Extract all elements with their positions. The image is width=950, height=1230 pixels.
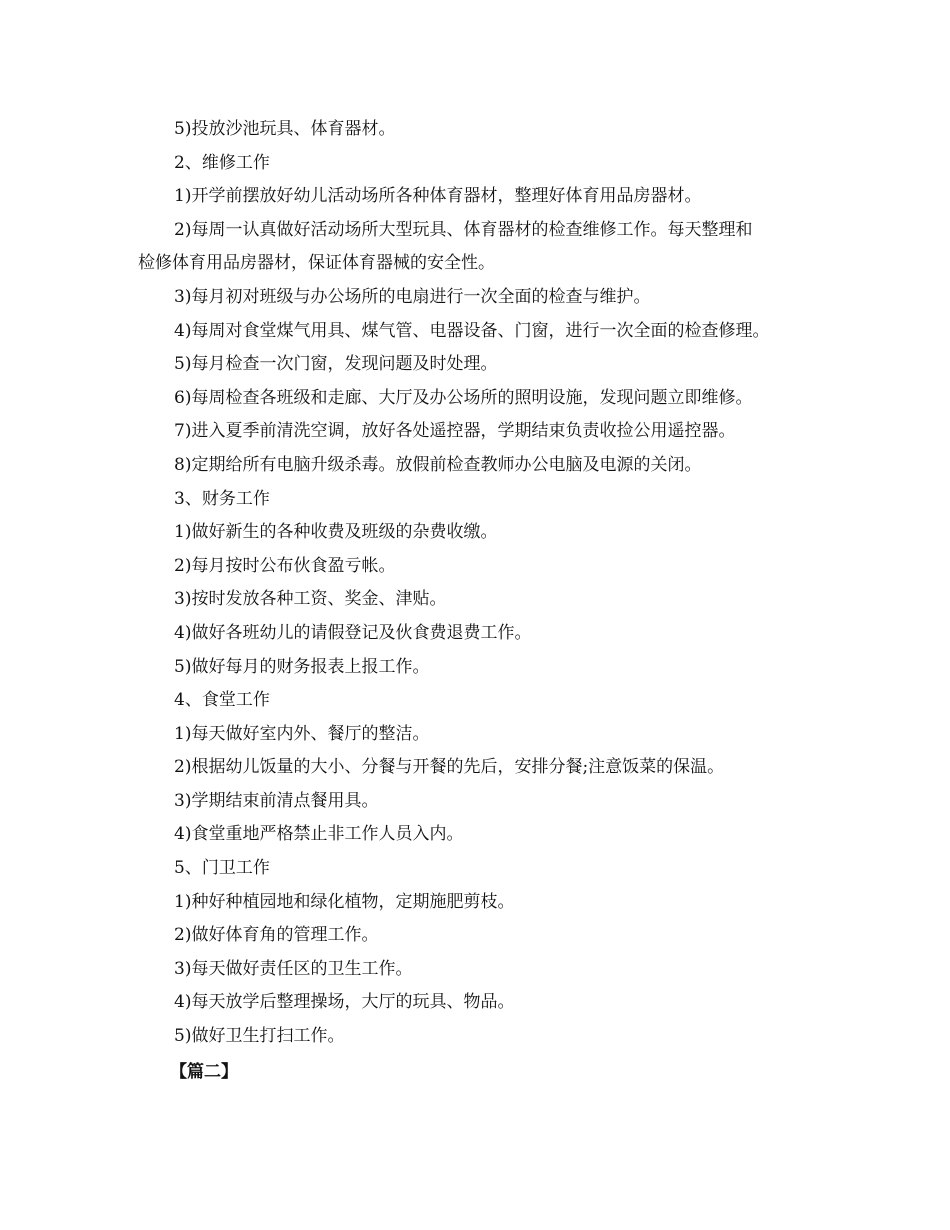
section-heading-maintenance: 2、维修工作	[174, 152, 270, 173]
paragraph-line: 1)做好新生的各种收费及班级的杂费收缴。	[174, 522, 498, 543]
paragraph-line: 1)开学前摆放好幼儿活动场所各种体育器材，整理好体育用品房器材。	[174, 186, 702, 207]
paragraph-line: 5)每月检查一次门窗，发现问题及时处理。	[174, 354, 498, 375]
paragraph-line: 1)种好种植园地和绿化植物，定期施肥剪枝。	[174, 891, 515, 912]
paragraph-line: 5)投放沙池玩具、体育器材。	[174, 119, 396, 139]
paragraph-line: 3)按时发放各种工资、奖金、津贴。	[174, 589, 447, 610]
paragraph-line: 2)做好体育角的管理工作。	[174, 925, 379, 946]
paragraph-line: 4)每周对食堂煤气用具、煤气管、电器设备、门窗，进行一次全面的检查修理。	[174, 320, 770, 341]
paragraph-line: 2)每周一认真做好活动场所大型玩具、体育器材的检查维修工作。每天整理和	[174, 219, 753, 240]
paragraph-line: 4)做好各班幼儿的请假登记及伙食费退费工作。	[174, 622, 532, 643]
section-heading-canteen: 4、食堂工作	[174, 690, 270, 711]
paragraph-line: 8)定期给所有电脑升级杀毒。放假前检查教师办公电脑及电源的关闭。	[174, 454, 702, 475]
paragraph-line: 5)做好卫生打扫工作。	[174, 1026, 345, 1047]
paragraph-line-continuation: 检修体育用品房器材，保证体育器械的安全性。	[138, 253, 495, 274]
section-heading-finance: 3、财务工作	[174, 488, 270, 509]
paragraph-line: 2)每月按时公布伙食盈亏帐。	[174, 555, 396, 576]
document-body	[138, 113, 828, 1089]
paragraph-line: 7)进入夏季前清洗空调，放好各处遥控器，学期结束负责收捡公用遥控器。	[174, 421, 736, 442]
paragraph-line: 5)做好每月的财务报表上报工作。	[174, 656, 430, 677]
paragraph-line: 4)食堂重地严格禁止非工作人员入内。	[174, 824, 464, 845]
paragraph-line: 4)每天放学后整理操场，大厅的玩具、物品。	[174, 992, 515, 1013]
section-marker: 【篇二】	[170, 1061, 238, 1082]
paragraph-line: 3)每天做好责任区的卫生工作。	[174, 958, 413, 979]
paragraph-line: 1)每天做好室内外、餐厅的整洁。	[174, 723, 430, 744]
paragraph-line: 6)每周检查各班级和走廊、大厅及办公场所的照明设施，发现问题立即维修。	[174, 387, 753, 408]
section-heading-guard: 5、门卫工作	[174, 858, 270, 879]
paragraph-line: 3)学期结束前清点餐用具。	[174, 790, 379, 811]
paragraph-line: 3)每月初对班级与办公场所的电扇进行一次全面的检查与维护。	[174, 286, 651, 307]
paragraph-line: 2)根据幼儿饭量的大小、分餐与开餐的先后，安排分餐;注意饭菜的保温。	[174, 757, 725, 778]
